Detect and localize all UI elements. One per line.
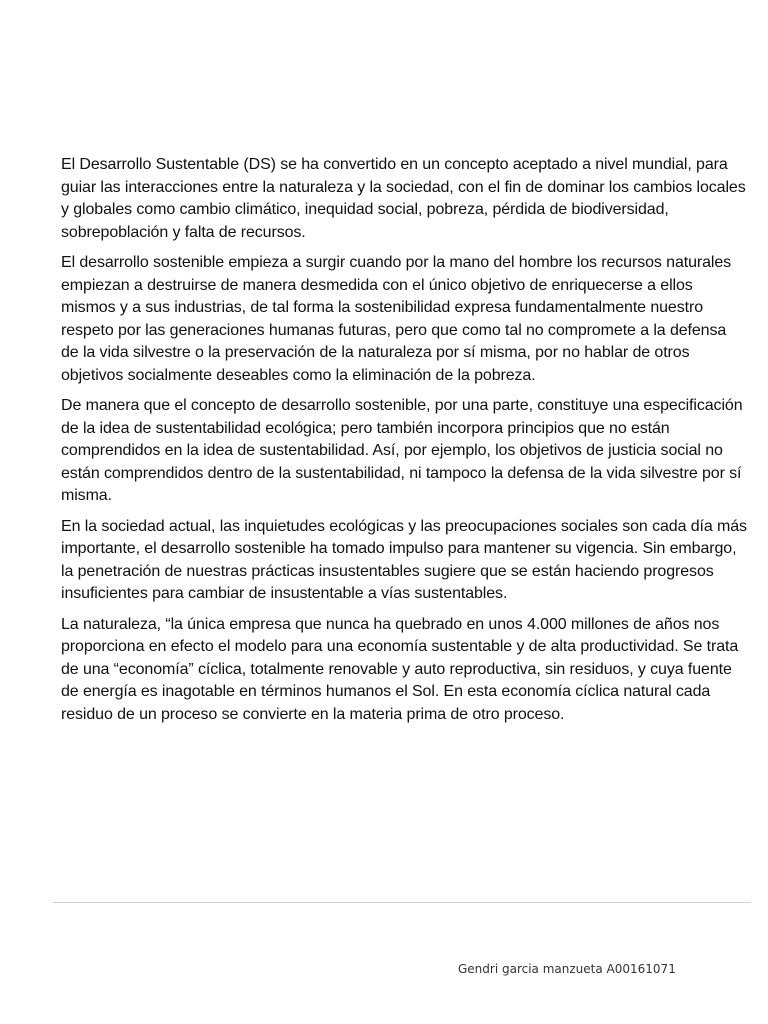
paragraph-2: El desarrollo sostenible empieza a surgir cuando por la mano del hombre los recursos naturales empiezan a destruirse de manera desmedida con el único objetivo de enriquecerse a ellos mismos y a sus industrias, de tal forma la sostenibilidad expresa fundamentalmente nuestro respeto por las generaciones humanas futuras, pero que como tal no compromete a la defensa de la vida silvestre o la preservación de la naturaleza por sí misma, por no hablar de otros objetivos socialmente deseables como la eliminación de la pobreza.: [61, 254, 732, 384]
paragraph-3: De manera que el concepto de desarrollo sostenible, por una parte, constituye una especificación de la idea de sustentabilidad ecológica; pero también incorpora principios que no están comprendidos en la idea de sustentabilidad. Así, por ejemplo, los objetivos de justicia social no están comprendidos dentro de la sustentabilidad, ni tampoco la defensa de la vida silvestre por sí misma.: [61, 397, 743, 504]
footer-divider: [53, 902, 751, 903]
paragraph-5: La naturaleza, “la única empresa que nunca ha quebrado en unos 4.000 millones de años nos proporciona en efecto el modelo para una economía sustentable y de alta productividad. Se trata de una “economía” cíclica, totalmente renovable y auto reproductiva, sin residuos, y cuya fuente de energía es inagotable en términos humanos el Sol. En esta economía cíclica natural cada residuo de un proceso se convierte en la materia prima de otro proceso.: [61, 615, 739, 723]
paragraph-1: El Desarrollo Sustentable (DS) se ha convertido en un concepto aceptado a nivel mundial, para guiar las interacciones entre la naturaleza y la sociedad, con el fin de dominar los cambios locales y globales como cambio climático, inequidad social, pobreza, pérdida de biodiversidad, sobrepoblación y falta de recursos.: [61, 156, 746, 241]
paragraph-4: En la sociedad actual, las inquietudes ecológicas y las preocupaciones sociales son cada día más importante, el desarrollo sostenible ha tomado impulso para mantener su vigencia. Sin embargo, la penetración de nuestras prácticas insustentables sugiere que se están haciendo progresos insuficientes para cambiar de insustentable a vías sustentables.: [61, 517, 747, 602]
footer-signature: Gendri garcia manzueta A00161071: [458, 962, 676, 976]
document-body: [61, 154, 747, 734]
